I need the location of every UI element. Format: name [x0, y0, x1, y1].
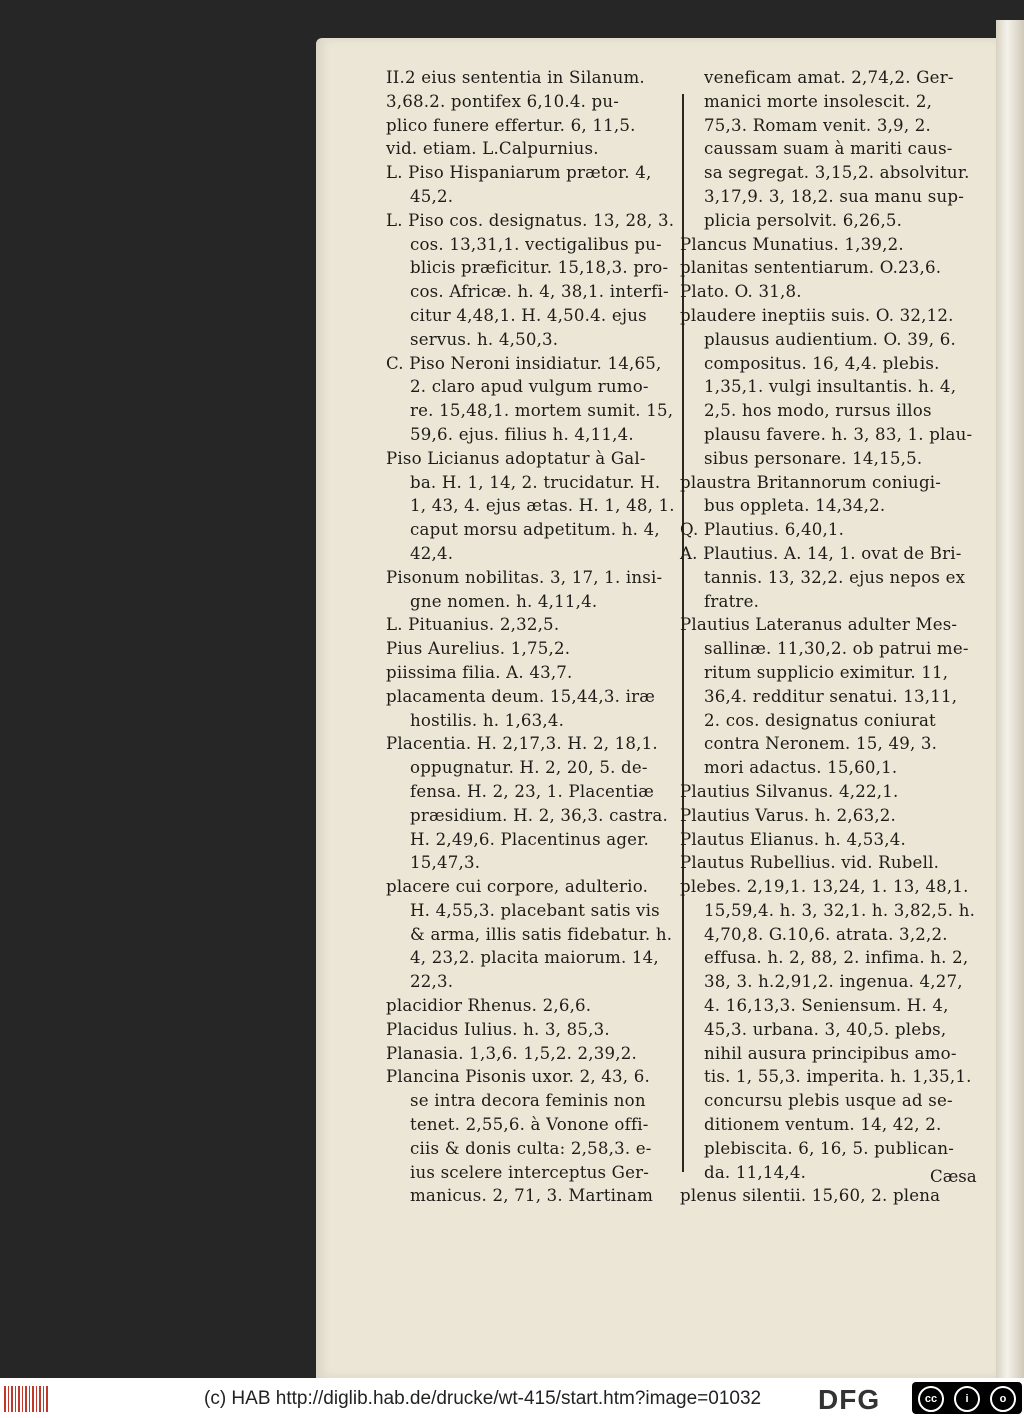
index-line: Plancus Munatius. 1,39,2. [680, 234, 904, 254]
index-line: ba. H. 1, 14, 2. trucidatur. H. [410, 472, 661, 492]
index-line: planitas sententiarum. O.23,6. [680, 258, 942, 278]
index-line: Plautus Rubellius. vid. Rubell. [680, 853, 940, 873]
index-line: mori adactus. 15,60,1. [704, 758, 898, 778]
index-line: C. Piso Neroni insidiatur. 14,65, [386, 353, 662, 373]
index-line: L. Pituanius. 2,32,5. [386, 615, 560, 635]
index-line: bus oppleta. 14,34,2. [704, 496, 886, 516]
index-line: citur 4,48,1. H. 4,50.4. ejus [410, 305, 647, 325]
index-line: ritum supplicio eximitur. 11, [704, 662, 949, 682]
index-line: Pisonum nobilitas. 3, 17, 1. insi- [386, 567, 663, 587]
index-line: plausu favere. h. 3, 83, 1. plau- [704, 424, 973, 444]
index-line: plicia persolvit. 6,26,5. [704, 210, 903, 230]
index-line: cos. 13,31,1. vectigalibus pu- [410, 234, 662, 254]
sa-icon: o [990, 1386, 1016, 1412]
index-line: præsidium. H. 2, 36,3. castra. [410, 805, 668, 825]
index-line: Plato. O. 31,8. [680, 282, 802, 302]
index-line: 4. 16,13,3. Seniensum. H. 4, [704, 996, 949, 1016]
index-line: ditionem ventum. 14, 42, 2. [704, 1115, 942, 1135]
index-line: 1,35,1. vulgi insultantis. h. 4, [704, 377, 957, 397]
dfg-logo: DFG [818, 1384, 881, 1415]
index-line: 38, 3. h.2,91,2. ingenua. 4,27, [704, 972, 963, 992]
index-line: placidior Rhenus. 2,6,6. [386, 996, 592, 1016]
footer-bar [0, 1378, 1024, 1418]
index-line: 2. cos. designatus coniurat [704, 710, 936, 730]
index-line: servus. h. 4,50,3. [410, 329, 559, 349]
index-line: caput morsu adpetitum. h. 4, [410, 520, 660, 540]
index-line: fensa. H. 2, 23, 1. Placentiæ [410, 781, 655, 801]
index-line: plaustra Britannorum coniugi- [680, 472, 942, 492]
index-line: Plancina Pisonis uxor. 2, 43, 6. [386, 1067, 650, 1087]
index-line: Placentia. H. 2,17,3. H. 2, 18,1. [386, 734, 658, 754]
index-line: 59,6. ejus. filius h. 4,11,4. [410, 424, 634, 444]
index-line: manicus. 2, 71, 3. Martinam [410, 1186, 654, 1206]
index-line: veneficam amat. 2,74,2. Ger- [704, 68, 954, 87]
index-line: H. 4,55,3. placebant satis vis [410, 900, 660, 920]
index-line: plaudere ineptiis suis. O. 32,12. [680, 305, 954, 325]
index-line: Plautius Silvanus. 4,22,1. [680, 781, 899, 801]
index-line: 2,5. hos modo, rursus illos [704, 401, 932, 421]
index-line: placere cui corpore, adulterio. [386, 877, 649, 897]
index-line: hostilis. h. 1,63,4. [410, 710, 565, 730]
index-line: 15,59,4. h. 3, 32,1. h. 3,82,5. h. [704, 900, 976, 920]
index-line: Plautius Lateranus adulter Mes- [680, 615, 958, 635]
index-line: compositus. 16, 4,4. plebis. [704, 353, 940, 373]
index-line: A. Plautius. A. 14, 1. ovat de Bri- [680, 543, 962, 563]
index-line: 4, 23,2. placita maiorum. 14, [410, 948, 659, 968]
index-line: 36,4. redditur senatui. 13,11, [704, 686, 958, 706]
index-line: oppugnatur. H. 2, 20, 5. de- [410, 758, 648, 778]
index-line: 42,4. [410, 543, 454, 563]
index-line: Piso Licianus adoptatur à Gal- [386, 448, 646, 468]
index-line: II.2 eius sententia in Silanum. [386, 68, 645, 87]
catchword: Cæsa [930, 1167, 977, 1186]
index-line: plenus silentii. 15,60, 2. plena [680, 1186, 941, 1206]
index-line: concursu plebis usque ad se- [704, 1091, 953, 1111]
index-line: Pius Aurelius. 1,75,2. [386, 639, 571, 659]
index-line: plebiscita. 6, 16, 5. publican- [704, 1138, 955, 1158]
index-line: Plautus Elianus. h. 4,53,4. [680, 829, 906, 849]
copyright-url[interactable]: (c) HAB http://diglib.hab.de/drucke/wt-415/start.htm?image=01032 [204, 1388, 762, 1409]
left-index-column [386, 66, 676, 1208]
index-line: nihil ausura principibus amo- [704, 1043, 957, 1063]
index-line: 75,3. Romam venit. 3,9, 2. [704, 115, 931, 135]
index-line: plico funere effertur. 6, 11,5. [386, 115, 636, 135]
index-line: plebes. 2,19,1. 13,24, 1. 13, 48,1. [680, 877, 969, 897]
index-line: 3,17,9. 3, 18,2. sua manu sup- [704, 186, 965, 206]
cc-license-badge[interactable] [912, 1382, 1022, 1414]
index-line: cos. Africæ. h. 4, 38,1. interfi- [410, 282, 669, 302]
right-index-column [680, 66, 986, 1208]
index-line: 3,68.2. pontifex 6,10.4. pu- [386, 91, 620, 111]
index-line: tannis. 13, 32,2. ejus nepos ex [704, 567, 966, 587]
index-line: sallinæ. 11,30,2. ob patrui me- [704, 639, 969, 659]
index-line: se intra decora feminis non [410, 1091, 646, 1111]
index-line: manici morte insolescit. 2, [704, 91, 933, 111]
index-line: da. 11,14,4. [704, 1162, 807, 1182]
index-line: H. 2,49,6. Placentinus ager. [410, 829, 649, 849]
index-line: caussam suam à mariti caus- [704, 139, 953, 159]
hab-logo-icon [4, 1386, 48, 1412]
index-line: blicis præficitur. 15,18,3. pro- [410, 258, 669, 278]
index-line: ius scelere interceptus Ger- [410, 1162, 650, 1182]
index-line: Q. Plautius. 6,40,1. [680, 520, 845, 540]
index-line: effusa. h. 2, 88, 2. infima. h. 2, [704, 948, 969, 968]
index-line: gne nomen. h. 4,11,4. [410, 591, 598, 611]
index-line: & arma, illis satis fidebatur. h. [410, 924, 673, 944]
index-line: L. Piso cos. designatus. 13, 28, 3. [386, 210, 675, 230]
index-line: contra Neronem. 15, 49, 3. [704, 734, 938, 754]
page-edge [996, 20, 1024, 1378]
index-line: 4,70,8. G.10,6. atrata. 3,2,2. [704, 924, 948, 944]
index-line: L. Piso Hispaniarum prætor. 4, [386, 163, 652, 183]
index-line: Planasia. 1,3,6. 1,5,2. 2,39,2. [386, 1043, 638, 1063]
index-line: plausus audientium. O. 39, 6. [704, 329, 956, 349]
index-line: Placidus Iulius. h. 3, 85,3. [386, 1019, 610, 1039]
index-line: fratre. [704, 591, 760, 611]
index-line: 22,3. [410, 972, 454, 992]
index-line: re. 15,48,1. mortem sumit. 15, [410, 401, 674, 421]
index-line: sibus personare. 14,15,5. [704, 448, 923, 468]
cc-icon: cc [918, 1386, 944, 1412]
by-icon: i [954, 1386, 980, 1412]
index-line: vid. etiam. L.Calpurnius. [386, 139, 599, 159]
index-line: 2. claro apud vulgum rumo- [410, 377, 649, 397]
index-line: 45,2. [410, 186, 454, 206]
index-line: 45,3. urbana. 3, 40,5. plebs, [704, 1019, 947, 1039]
index-line: tis. 1, 55,3. imperita. h. 1,35,1. [704, 1067, 972, 1087]
index-line: 15,47,3. [410, 853, 481, 873]
index-line: Plautius Varus. h. 2,63,2. [680, 805, 897, 825]
index-line: piissima filia. A. 43,7. [386, 662, 573, 682]
index-line: ciis & donis culta: 2,58,3. e- [410, 1138, 652, 1158]
index-line: 1, 43, 4. ejus ætas. H. 1, 48, 1. [410, 496, 675, 516]
index-line: sa segregat. 3,15,2. absolvitur. [704, 163, 970, 183]
index-line: tenet. 2,55,6. à Vonone offi- [410, 1115, 649, 1135]
index-line: placamenta deum. 15,44,3. iræ [386, 686, 656, 706]
